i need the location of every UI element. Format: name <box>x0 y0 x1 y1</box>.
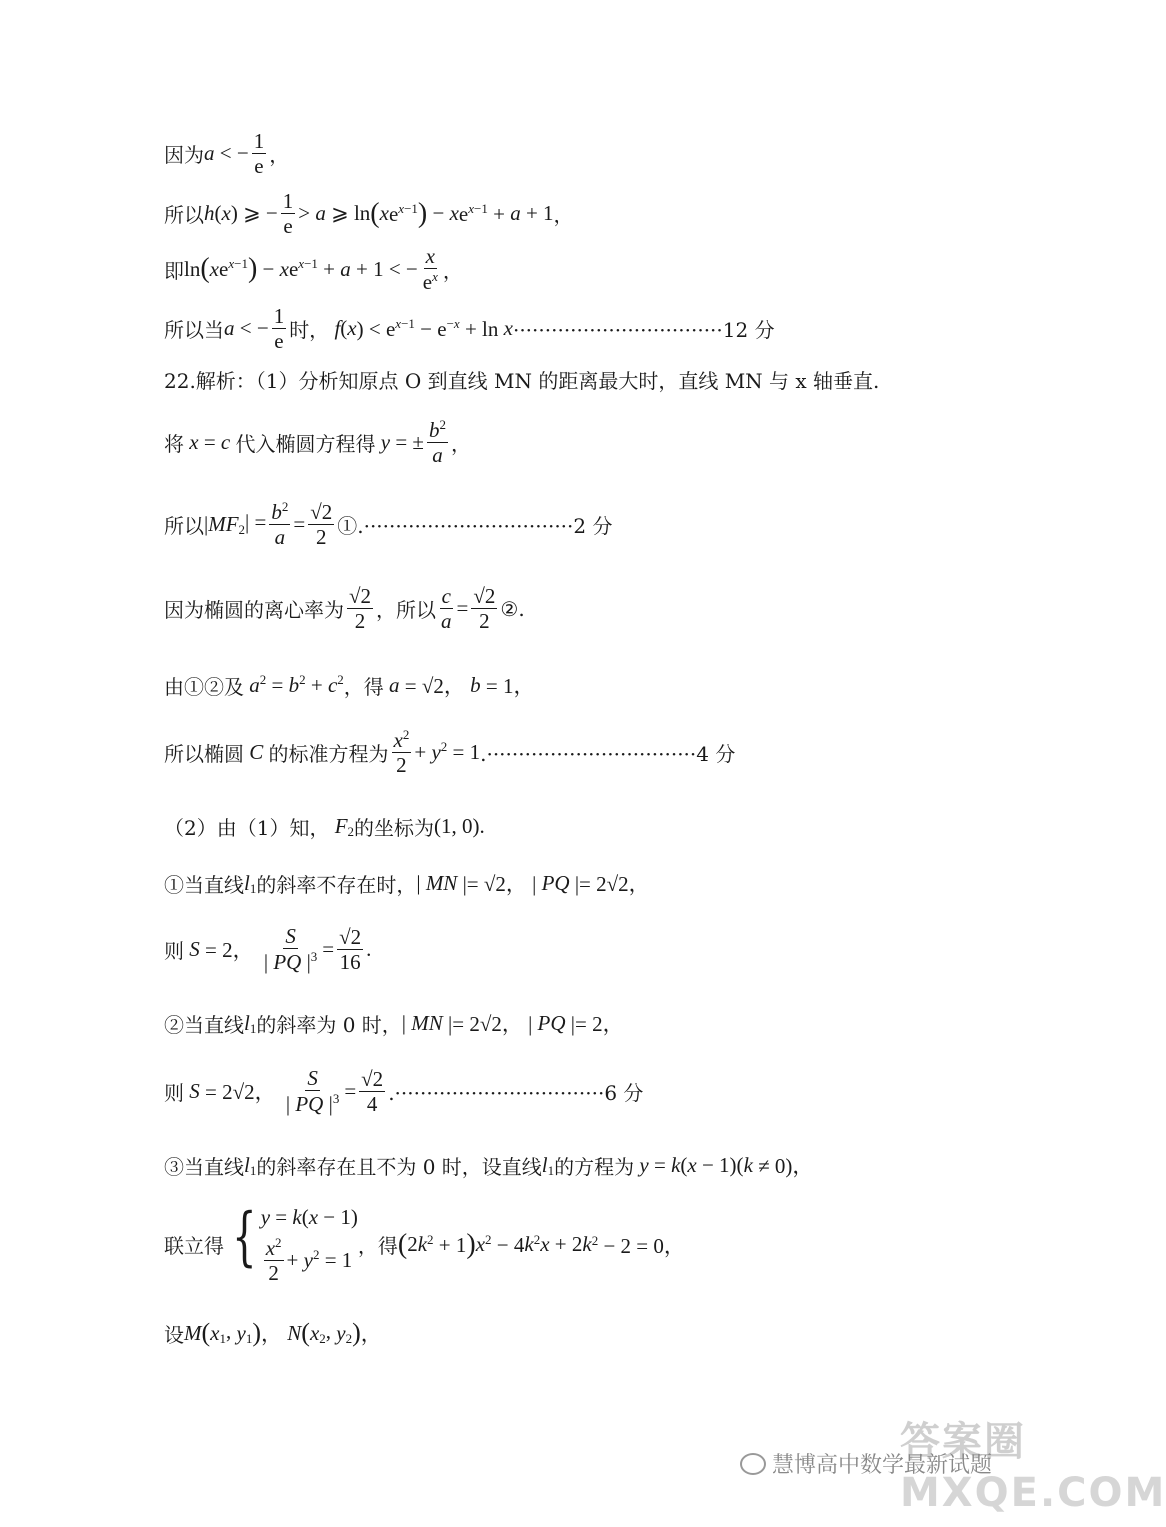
fraction: $\frac{√2}{2}$ <box>349 584 372 634</box>
line-14: ②当直线 l $_1$ 的斜率为 0 时， | MN |= 2√2， | PQ |= 2， <box>164 1010 624 1037</box>
line-16: ③当直线 l $_1$ 的斜率存在且不为 0 时，设直线 l $_1$ 的方程为 y = k ( x − 1)( k ≠ 0)， <box>164 1152 814 1179</box>
watermark-url: MXQE.COM <box>900 1470 1166 1516</box>
text: 设 <box>164 1322 184 1347</box>
line-11: （2）由（1）知， F $_2$ 的坐标为 (1, 0). <box>164 814 485 840</box>
line-2: 所以 h ( x ) ⩾ − $\frac{1}{e}$ > a ⩾ ln ( x $e^{x-1}$ ) − x $e^{x-1}$ + a + 1 ， <box>164 189 574 239</box>
equation-system: { y = k(x − 1) $\frac{x^2}{2}$ + y $^2$ = 1 <box>232 1200 358 1286</box>
text: ，得 <box>343 674 384 699</box>
score-dots: ·································12 分 <box>512 318 775 343</box>
line-1: 因为 a < − $\frac{1}{e}$ ， <box>164 129 290 179</box>
line-4: 所以当 a < − $\frac{1}{e}$ 时， f ( x ) < $e^{x-1} - e^{-x} + \ln$ x ·································12 分 <box>164 304 775 354</box>
text: 的斜率存在且不为 0 时，设直线 <box>256 1154 542 1179</box>
fraction: $\frac{√2}{16}$ <box>339 924 362 974</box>
line-15: 则 S = 2√2， $\frac{S}{| PQ |^3}$ = $\frac{√2}{4}$ .·································6 分 <box>164 1066 644 1117</box>
line-6: 将 x = c 代入椭圆方程得 y = ± $\frac{b^2}{a}$ ， <box>164 417 471 468</box>
text: 联立得 <box>164 1234 224 1259</box>
line-3: 即 ln ( x $e^{x-1}$ ) − x $e^{x-1}$ + a + 1 < − $\frac{x}{e^x}$ ， <box>164 244 463 295</box>
fraction: $\frac{√2}{2}$ <box>310 499 333 549</box>
fraction: $\frac{1}{e}$ <box>273 304 285 354</box>
text: 将 <box>164 431 184 456</box>
fraction: $\frac{x}{e^x}$ <box>422 244 438 295</box>
wechat-icon <box>740 1453 766 1475</box>
score-dots: .·································6 分 <box>388 1080 644 1105</box>
text: 即 <box>164 258 184 283</box>
text: 时， <box>289 318 330 343</box>
watermark-logo: 答案圈 <box>900 1419 1026 1465</box>
text: 所以 <box>164 513 204 538</box>
text: 因为 <box>164 143 204 168</box>
line-8: 因为椭圆的离心率为 $\frac{√2}{2}$ ，所以 $\frac{c}{a}$ = $\frac{√2}{2}$ ②. <box>164 584 525 634</box>
text: ②当直线 <box>164 1012 244 1037</box>
text: 所以 <box>164 203 204 228</box>
text: 所以椭圆 <box>164 741 244 766</box>
fraction: $\frac{S}{| PQ |^3}$ <box>285 1066 340 1117</box>
text: 因为椭圆的离心率为 <box>164 598 344 623</box>
text: 则 <box>164 1080 184 1105</box>
line-18: 设 M ( x $_1$, y $_1$ ) ， N ( x $_2$, y $_2$ ) ， <box>164 1318 382 1347</box>
fraction: $\frac{x^2}{2}$ <box>393 727 410 778</box>
text: 则 <box>164 938 184 963</box>
text: （2）由（1）知， <box>164 816 330 840</box>
fraction: $\frac{√2}{2}$ <box>473 584 496 634</box>
line-5 <box>164 365 879 394</box>
score-dots: .·································4 分 <box>480 741 736 766</box>
text: 的斜率为 0 时， <box>256 1012 402 1037</box>
fraction: $\frac{b^2}{a}$ <box>271 499 289 550</box>
fraction: $\frac{b^2}{a}$ <box>428 417 446 468</box>
math: h <box>204 201 215 226</box>
score-dots: ①.·································2 分 <box>337 513 613 538</box>
text: ②. <box>500 596 525 621</box>
line-17: 联立得 { y = k(x − 1) $\frac{x^2}{2}$ + y $^2$ = 1 ，得 ( 2 k $^2$ + 1 ) x $^2$ − 4 k $^2$ x + 2 k $^2$ − 2 = 0， <box>164 1200 685 1286</box>
line-7: 所以 | MF $_2$| = $\frac{b^2}{a}$ = $\frac{√2}{2}$ ①.·································2 分 <box>164 499 613 550</box>
math: < − <box>214 141 249 166</box>
text: 22.解析：（1）分析知原点 O 到直线 MN 的距离最大时，直线 MN 与 x 轴垂直. <box>164 369 880 393</box>
text: 代入椭圆方程得 <box>235 431 376 456</box>
text: 的标准方程为 <box>268 741 389 766</box>
line-12: ①当直线 l $_1$ 的斜率不存在时， | MN |= √2， | PQ |= 2√2， <box>164 870 650 897</box>
text: 由①②及 <box>164 674 244 699</box>
line-13: 则 S = 2， $\frac{S}{| PQ |^3}$ = $\frac{√2}{16}$ . <box>164 924 372 975</box>
line-9: 由①②及 a $^2$ = b $^2$ + c $^2$ ，得 a = √2， b = 1， <box>164 672 535 699</box>
fraction: $\frac{c}{a}$ <box>441 584 452 634</box>
text: ，得 <box>357 1234 398 1259</box>
text: 的方程为 <box>554 1154 635 1179</box>
text: 的坐标为 <box>354 816 435 840</box>
fraction: $\frac{√2}{4}$ <box>361 1066 384 1116</box>
fraction: $\frac{1}{e}$ <box>253 129 265 179</box>
text: ①当直线 <box>164 872 244 897</box>
fraction: $\frac{1}{e}$ <box>282 189 294 239</box>
text: ，所以 <box>376 598 437 623</box>
fraction: $\frac{S}{| PQ |^3}$ <box>263 924 318 975</box>
account-name: 慧博高中数学最新试题 <box>772 1453 993 1478</box>
line-10: 所以椭圆 C 的标准方程为 $\frac{x^2}{2}$ + y $^2$ = 1 .·································4 分 <box>164 727 736 778</box>
text: 所以当 <box>164 318 224 343</box>
text: 的斜率不存在时， <box>256 872 417 897</box>
text: ③当直线 <box>164 1154 244 1179</box>
math: a <box>204 141 215 166</box>
